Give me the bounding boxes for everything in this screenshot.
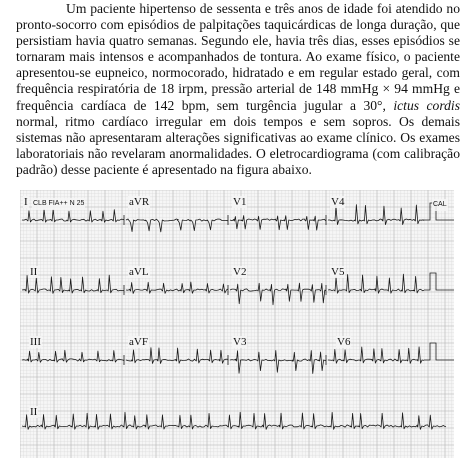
lead-label-ii: II <box>30 266 38 278</box>
lead-label-v4: V4 <box>331 196 345 208</box>
ecg-tracing <box>20 190 454 458</box>
lead-label-v2: V2 <box>233 266 247 278</box>
lead-label-v6: V6 <box>337 336 351 348</box>
lead-label-v1: V1 <box>233 196 247 208</box>
cal-label: CAL <box>432 199 448 211</box>
ecg-trace-v6 <box>328 347 424 363</box>
lead-label-iii: III <box>30 336 41 348</box>
lead-label-v5: V5 <box>331 266 345 278</box>
ecg-grid-minor <box>20 190 454 458</box>
ecg-figure <box>20 190 454 458</box>
calibration-label: CLB FIA++ N 25 <box>32 198 85 210</box>
lead-label-i: I <box>24 196 28 208</box>
ictus-cordis-term: ictus cordis <box>393 97 461 113</box>
question-text-main: Um paciente hipertenso de sessenta e três anos de idade foi atendido no pronto-socorro com episódios de palpitações taquicárdicas de longa duração, que persistiam havia quatro semanas. Segundo ele, havia três dias, esses episódios se tornaram mais intensos e acompanhados de tontura. Ao exame físico, o paciente apresentou-se eupneico, normocorado, hidratado e em regular estado geral, com frequência respiratória de 18 irpm, pressão arterial de 148 mmHg × 94 mmHg e frequência cardíaca de 142 bpm, sem turgência jugular a 30°, <box>16 1 460 113</box>
question-text <box>16 1 460 178</box>
lead-label-v3: V3 <box>233 336 247 348</box>
lead-label-avf: aVF <box>129 336 148 348</box>
ecg-trace-avr <box>126 219 228 232</box>
lead-label-avl: aVL <box>129 266 149 278</box>
question-text-end: normal, ritmo cardíaco irregular em dois tempos e sem sopros. Os demais sistemas não apresentaram alterações significativas ao exame clínico. Os exames laboratoriais não revelaram anormalidades. O eletrocardiograma (com calibração padrão) desse paciente é apresentado na figura abaixo. <box>16 113 460 177</box>
ecg-trace-ii-rhythm <box>22 412 446 429</box>
calibration-pulse <box>424 343 454 360</box>
calibration-pulse <box>424 273 454 290</box>
lead-label-ii-rhythm: II <box>30 406 38 418</box>
ecg-trace-avf <box>126 348 228 364</box>
lead-label-avr: aVR <box>129 196 150 208</box>
